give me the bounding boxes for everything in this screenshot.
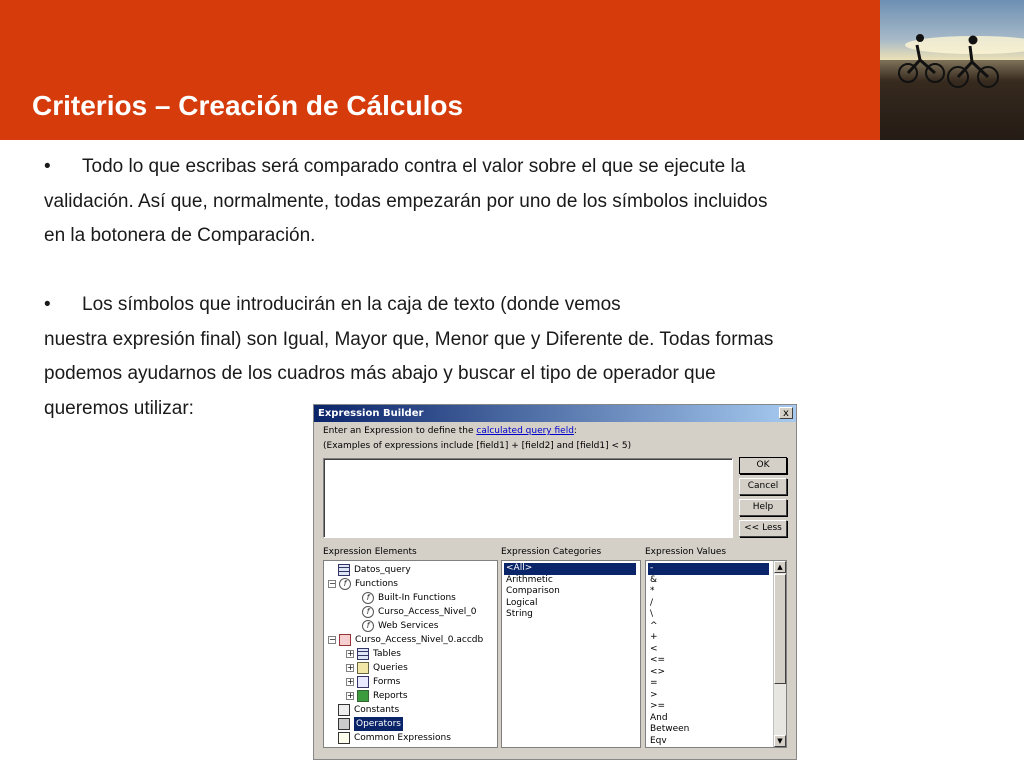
tree-item-built-in-functions[interactable]: f Built-In Functions (362, 591, 456, 605)
list-item[interactable]: & (650, 574, 658, 585)
list-item[interactable]: = (650, 678, 658, 688)
list-item[interactable]: <= (650, 655, 666, 665)
list-item[interactable]: * (650, 586, 655, 596)
ok-button[interactable]: OK (739, 457, 787, 474)
list-item[interactable]: ^ (650, 620, 658, 631)
form-icon (357, 676, 369, 688)
list-item[interactable]: Arithmetic (506, 574, 553, 585)
values-label: Expression Values (645, 547, 727, 557)
dialog-title: Expression Builder (318, 408, 424, 419)
bullet-2-line-4: queremos utilizar: (44, 397, 194, 419)
expand-icon[interactable]: + (347, 677, 354, 686)
bullet-2-line-2: nuestra expresión final) son Igual, Mayor que, Menor que y Diferente de. Todas formas (44, 328, 774, 350)
list-item[interactable]: Between (650, 724, 690, 734)
bullet-icon: • (44, 156, 51, 177)
list-item[interactable]: < (650, 643, 658, 654)
bullet-1-line-2: validación. Así que, normalmente, todas empezarán por uno de los símbolos incluidos (44, 190, 768, 212)
function-icon: f (339, 578, 351, 590)
tree-item-operators[interactable]: Operators (338, 717, 403, 731)
function-icon: f (362, 592, 374, 604)
elements-label: Expression Elements (323, 547, 417, 557)
expand-icon[interactable]: + (347, 663, 354, 672)
list-item[interactable]: <> (650, 666, 666, 677)
list-item[interactable]: / (650, 597, 654, 608)
table-icon (357, 648, 369, 660)
list-item[interactable]: <All> (504, 563, 636, 575)
expression-builder-dialog (313, 404, 797, 760)
list-item[interactable]: String (506, 609, 533, 619)
expression-values-list[interactable] (645, 560, 787, 748)
list-item[interactable]: >= (650, 701, 666, 711)
values-scrollbar[interactable] (773, 561, 786, 747)
instruction-prefix: Enter an Expression to define the (323, 426, 477, 436)
tree-item-functions[interactable]: − f Functions (329, 579, 398, 589)
tree-item-reports[interactable]: + Reports (347, 691, 408, 701)
title-banner (0, 0, 880, 140)
scroll-down-icon[interactable]: ▼ (774, 735, 786, 747)
operators-icon (338, 718, 350, 730)
constants-icon (338, 704, 350, 716)
tree-item-database[interactable]: − Curso_Access_Nivel_0.accdb (329, 635, 484, 645)
scroll-up-icon[interactable]: ▲ (774, 561, 786, 573)
cancel-button[interactable]: Cancel (739, 478, 787, 495)
list-item[interactable]: And (650, 712, 668, 723)
database-icon (339, 634, 351, 646)
slide-body (44, 150, 924, 426)
bullet-2 (44, 288, 924, 323)
list-item[interactable]: Eqv (650, 735, 667, 746)
query-icon (338, 564, 350, 576)
tree-item-queries[interactable]: + Queries (347, 663, 408, 673)
close-icon[interactable]: x (779, 407, 793, 419)
tree-item-curso-access-nivel[interactable]: f Curso_Access_Nivel_0 (362, 605, 477, 619)
tree-item-forms[interactable]: + Forms (347, 677, 401, 687)
query-icon (357, 662, 369, 674)
dialog-title-bar[interactable] (314, 405, 796, 422)
bullet-icon: • (44, 294, 51, 315)
expression-categories-list[interactable] (501, 560, 641, 748)
tree-item-datos-query[interactable]: Datos_query (338, 563, 411, 577)
common-expressions-icon (338, 732, 350, 744)
tree-item-common-expressions[interactable]: Common Expressions (338, 731, 451, 745)
expression-input[interactable] (323, 458, 733, 538)
less-button[interactable]: << Less (739, 520, 787, 537)
tree-item-constants[interactable]: Constants (338, 703, 399, 717)
bullet-1-line-1: Todo lo que escribas será comparado contra el valor sobre el que se ejecute la (82, 156, 746, 177)
expand-icon[interactable]: + (347, 649, 354, 658)
collapse-icon[interactable]: − (329, 579, 336, 588)
list-item[interactable]: + (650, 632, 658, 642)
tree-item-web-services[interactable]: f Web Services (362, 619, 438, 633)
calculated-query-field-link[interactable]: calculated query field (476, 426, 574, 436)
instruction-suffix: : (573, 426, 577, 436)
report-icon (357, 690, 369, 702)
list-item[interactable]: \ (650, 609, 654, 619)
collapse-icon[interactable]: − (329, 635, 336, 644)
expand-icon[interactable]: + (347, 691, 354, 700)
function-icon: f (362, 620, 374, 632)
bullet-2-line-3: podemos ayudarnos de los cuadros más abajo y buscar el tipo de operador que (44, 363, 716, 384)
function-icon: f (362, 606, 374, 618)
tree-item-tables[interactable]: + Tables (347, 649, 401, 659)
list-item[interactable]: Comparison (506, 586, 560, 596)
bullet-1-line-3: en la botonera de Comparación. (44, 225, 316, 246)
cyclists-photo (880, 0, 1024, 140)
scroll-thumb[interactable] (774, 574, 786, 684)
instruction-text (323, 426, 577, 436)
expression-elements-tree[interactable] (323, 560, 498, 748)
bullet-1 (44, 150, 924, 185)
example-text: (Examples of expressions include [field1] + [field2] and [field1] < 5) (323, 441, 632, 451)
list-item[interactable]: - (648, 563, 769, 575)
help-button[interactable]: Help (739, 499, 787, 516)
list-item[interactable]: Logical (506, 597, 538, 608)
categories-label: Expression Categories (501, 547, 602, 557)
cyclists-silhouette-icon (880, 0, 1024, 140)
slide-title: Criterios – Creación de Cálculos (32, 90, 464, 121)
bullet-2-line-1: Los símbolos que introducirán en la caja de texto (donde vemos (82, 294, 621, 315)
list-item[interactable]: > (650, 689, 658, 700)
